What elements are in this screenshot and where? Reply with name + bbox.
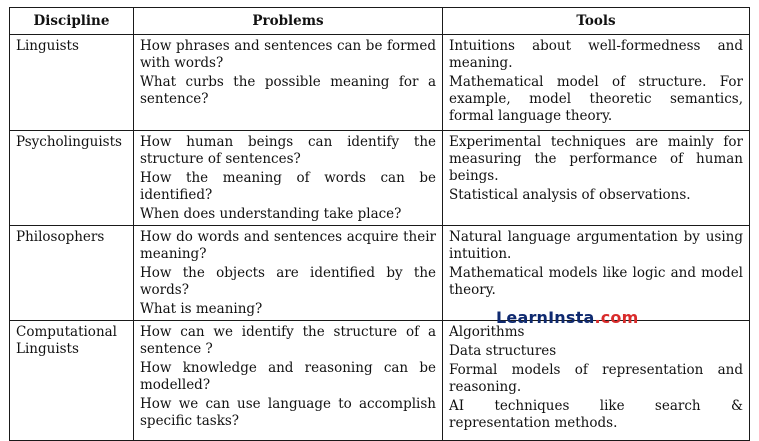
discipline-cell <box>10 321 134 441</box>
discipline-text: Linguists <box>16 341 79 357</box>
table-body <box>10 35 750 441</box>
tools-text: Mathematical model of structure. For example, model theoretic semantics, formal language theory. <box>449 74 743 124</box>
header-problems: Problems <box>134 8 443 35</box>
discipline-cell <box>10 35 134 131</box>
tools-text: Data structures <box>449 343 557 359</box>
problems-cell <box>134 131 443 226</box>
tools-cell <box>443 226 750 321</box>
problems-cell <box>134 35 443 131</box>
table-row <box>10 226 750 321</box>
tools-text: Statistical analysis of observations. <box>449 187 691 203</box>
table-row <box>10 131 750 226</box>
problems-text: How human beings can identify the structure of sentences? <box>140 134 436 167</box>
problems-text: How do words and sentences acquire their meaning? <box>140 229 436 262</box>
tools-text: Intuitions about well-formedness and meaning. <box>449 38 743 71</box>
tools-text: AI techniques like search & representation methods. <box>449 398 743 431</box>
tools-text: Algorithms <box>449 324 525 340</box>
tools-text: Mathematical models like logic and model theory. <box>449 265 743 298</box>
watermark-part-1: LearnInsta <box>496 308 595 327</box>
discipline-text: Psycholinguists <box>16 134 122 150</box>
problems-cell <box>134 226 443 321</box>
discipline-cell <box>10 131 134 226</box>
table-row <box>10 35 750 131</box>
tools-text: Experimental techniques are mainly for measuring the performance of human beings. <box>449 134 743 184</box>
learninsta-watermark <box>496 308 638 327</box>
header-tools: Tools <box>443 8 750 35</box>
problems-cell <box>134 321 443 441</box>
discipline-cell <box>10 226 134 321</box>
header-discipline: Discipline <box>10 8 134 35</box>
tools-cell <box>443 321 750 441</box>
problems-text: How we can use language to accomplish specific tasks? <box>140 396 436 429</box>
problems-text: What is meaning? <box>140 301 263 317</box>
watermark-part-2: .com <box>594 308 639 327</box>
problems-text: How phrases and sentences can be formed with words? <box>140 38 436 71</box>
tools-text: Natural language argumentation by using intuition. <box>449 229 743 262</box>
table-row <box>10 321 750 441</box>
problems-text: How the meaning of words can be identified? <box>140 170 436 203</box>
problems-text: How the objects are identified by the words? <box>140 265 436 298</box>
tools-cell <box>443 131 750 226</box>
discipline-problems-tools-table <box>9 7 750 441</box>
discipline-text: Linguists <box>16 38 79 54</box>
header-row <box>10 8 750 35</box>
tools-cell <box>443 35 750 131</box>
tools-text: Formal models of representation and reasoning. <box>449 362 743 395</box>
problems-text: When does understanding take place? <box>140 206 402 222</box>
problems-text: How knowledge and reasoning can be modelled? <box>140 360 436 393</box>
discipline-text: Computational <box>16 324 117 340</box>
problems-text: What curbs the possible meaning for a sentence? <box>140 74 436 107</box>
problems-text: How can we identify the structure of a sentence ? <box>140 324 436 357</box>
discipline-text: Philosophers <box>16 229 105 245</box>
